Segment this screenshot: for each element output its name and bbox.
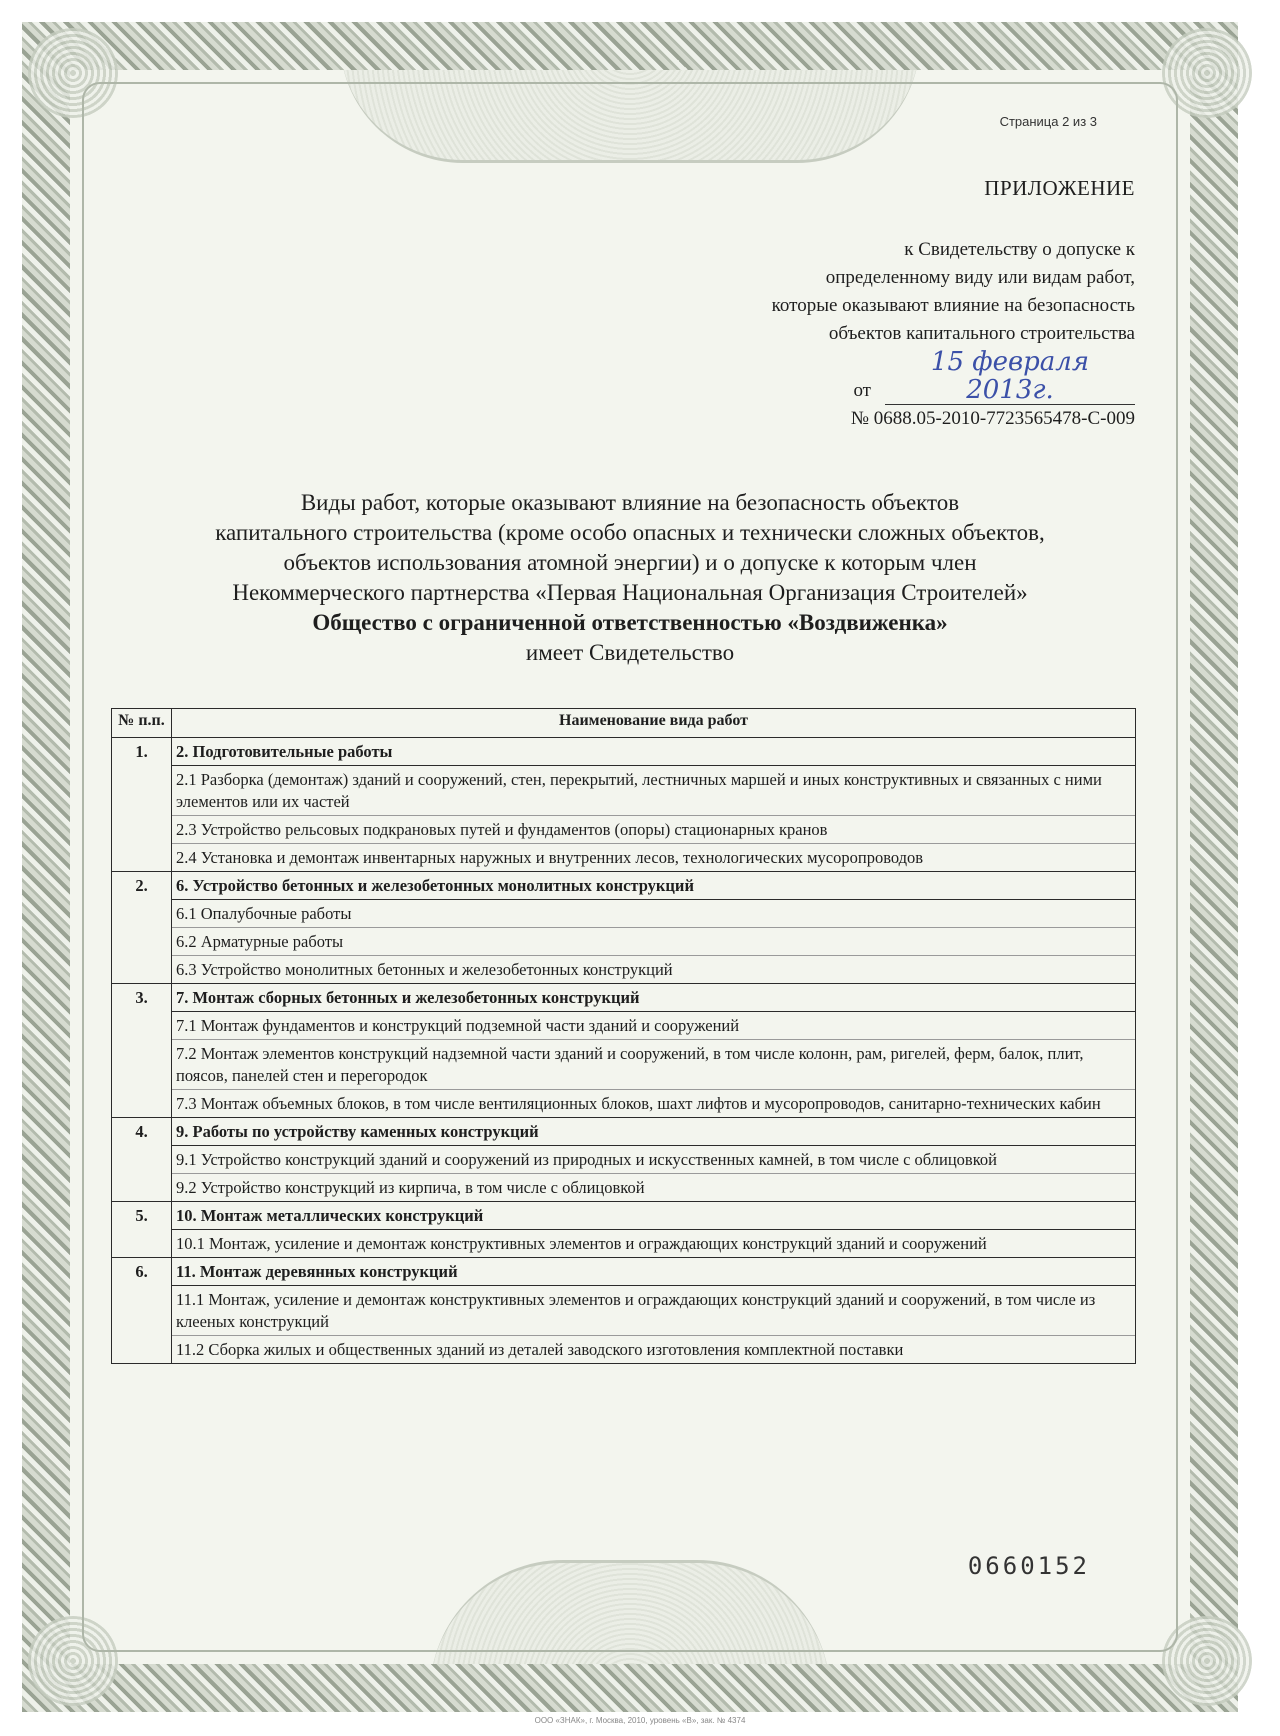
row-number: 3. [112, 984, 172, 1118]
work-item: 6.2 Арматурные работы [172, 928, 1135, 956]
certificate-reference [772, 236, 1135, 433]
heading-line: капитального строительства (кроме особо опасных и технически сложных объектов, [215, 520, 1045, 545]
work-group-cell [172, 984, 1136, 1118]
table-row [112, 738, 1136, 872]
work-group-title: 9. Работы по устройству каменных конструкций [172, 1118, 1135, 1146]
work-group-cell [172, 1258, 1136, 1364]
table-row [112, 1118, 1136, 1202]
reference-line: к Свидетельству о допуске к [904, 239, 1135, 260]
work-item: 7.1 Монтаж фундаментов и конструкций подземной части зданий и сооружений [172, 1012, 1135, 1040]
row-number: 6. [112, 1258, 172, 1364]
row-number: 5. [112, 1202, 172, 1258]
work-group-title: 6. Устройство бетонных и железобетонных монолитных конструкций [172, 872, 1135, 900]
table-row [112, 872, 1136, 984]
table-row [112, 1202, 1136, 1258]
work-group-title: 7. Монтаж сборных бетонных и железобетонных конструкций [172, 984, 1135, 1012]
certificate-number: № 0688.05-2010-7723565478-С-009 [850, 408, 1135, 429]
work-item: 6.1 Опалубочные работы [172, 900, 1135, 928]
work-group-cell [172, 1202, 1136, 1258]
heading-closing: имеет Свидетельство [525, 640, 735, 665]
work-item: 6.3 Устройство монолитных бетонных и железобетонных конструкций [176, 960, 673, 979]
table-row [112, 1258, 1136, 1364]
document-heading [110, 488, 1150, 668]
table-header-row [112, 709, 1136, 738]
work-item: 7.3 Монтаж объемных блоков, в том числе вентиляционных блоков, шахт лифтов и мусоропроводов, санитарно-технических кабин [176, 1094, 1101, 1113]
form-serial-number: 0660152 [967, 1552, 1090, 1580]
corner-ornament-top-left [28, 28, 118, 118]
work-item: 2.1 Разборка (демонтаж) зданий и сооружений, стен, перекрытий, лестничных маршей и иных конструктивных и связанных с ними элементов или их частей [172, 766, 1135, 816]
row-number: 1. [112, 738, 172, 872]
work-group-cell [172, 872, 1136, 984]
column-header-number: № п.п. [112, 709, 172, 738]
page-number: Страница 2 из 3 [999, 114, 1097, 129]
appendix-title: ПРИЛОЖЕНИЕ [984, 176, 1135, 200]
work-item: 10.1 Монтаж, усиление и демонтаж конструктивных элементов и ограждающих конструкций зданий и сооружений [176, 1234, 987, 1253]
work-item: 11.2 Сборка жилых и общественных зданий из деталей заводского изготовления комплектной поставки [176, 1340, 904, 1359]
printer-imprint: ООО «ЗНАК», г. Москва, 2010, уровень «В», зак. № 4374 [534, 1716, 746, 1725]
heading-line: Виды работ, которые оказывают влияние на безопасность объектов [300, 490, 960, 515]
corner-ornament-bottom-right [1162, 1616, 1252, 1706]
row-number: 4. [112, 1118, 172, 1202]
table-row [112, 984, 1136, 1118]
work-group-cell [172, 1118, 1136, 1202]
date-line [772, 348, 1135, 405]
handwritten-date: 15 февраля 2013г. [885, 348, 1135, 405]
work-item: 2.3 Устройство рельсовых подкрановых путей и фундаментов (опоры) стационарных кранов [172, 816, 1135, 844]
corner-ornament-top-right [1162, 28, 1252, 118]
work-item: 2.4 Установка и демонтаж инвентарных наружных и внутренних лесов, технологических мусоропроводов [176, 848, 924, 867]
heading-line: объектов использования атомной энергии) и о допуске к которым член [283, 550, 977, 575]
works-table [111, 708, 1136, 1364]
heading-line: Некоммерческого партнерства «Первая Национальная Организация Строителей» [232, 580, 1028, 605]
row-number: 2. [112, 872, 172, 984]
reference-line: определенному виду или видам работ, [825, 267, 1135, 288]
corner-ornament-bottom-left [28, 1616, 118, 1706]
work-group-title: 2. Подготовительные работы [172, 738, 1135, 766]
reference-line: объектов капитального строительства [828, 323, 1135, 344]
work-group-title: 11. Монтаж деревянных конструкций [172, 1258, 1135, 1286]
reference-line: которые оказывают влияние на безопасность [771, 295, 1135, 316]
column-header-work-name: Наименование вида работ [172, 709, 1136, 738]
work-item: 9.2 Устройство конструкций из кирпича, в том числе с облицовкой [176, 1178, 645, 1197]
work-item: 9.1 Устройство конструкций зданий и сооружений из природных и искусственных камней, в том числе с облицовкой [172, 1146, 1135, 1174]
date-prefix: от [853, 380, 871, 401]
work-item: 7.2 Монтаж элементов конструкций надземной части зданий и сооружений, в том числе колонн, рам, ригелей, ферм, балок, плит, поясов, панелей стен и перегородок [172, 1040, 1135, 1090]
work-group-cell [172, 738, 1136, 872]
organization-name: Общество с ограниченной ответственностью «Воздвиженка» [312, 610, 948, 635]
work-group-title: 10. Монтаж металлических конструкций [172, 1202, 1135, 1230]
work-item: 11.1 Монтаж, усиление и демонтаж конструктивных элементов и ограждающих конструкций зданий и сооружений, в том числе из клееных конструкций [172, 1286, 1135, 1336]
